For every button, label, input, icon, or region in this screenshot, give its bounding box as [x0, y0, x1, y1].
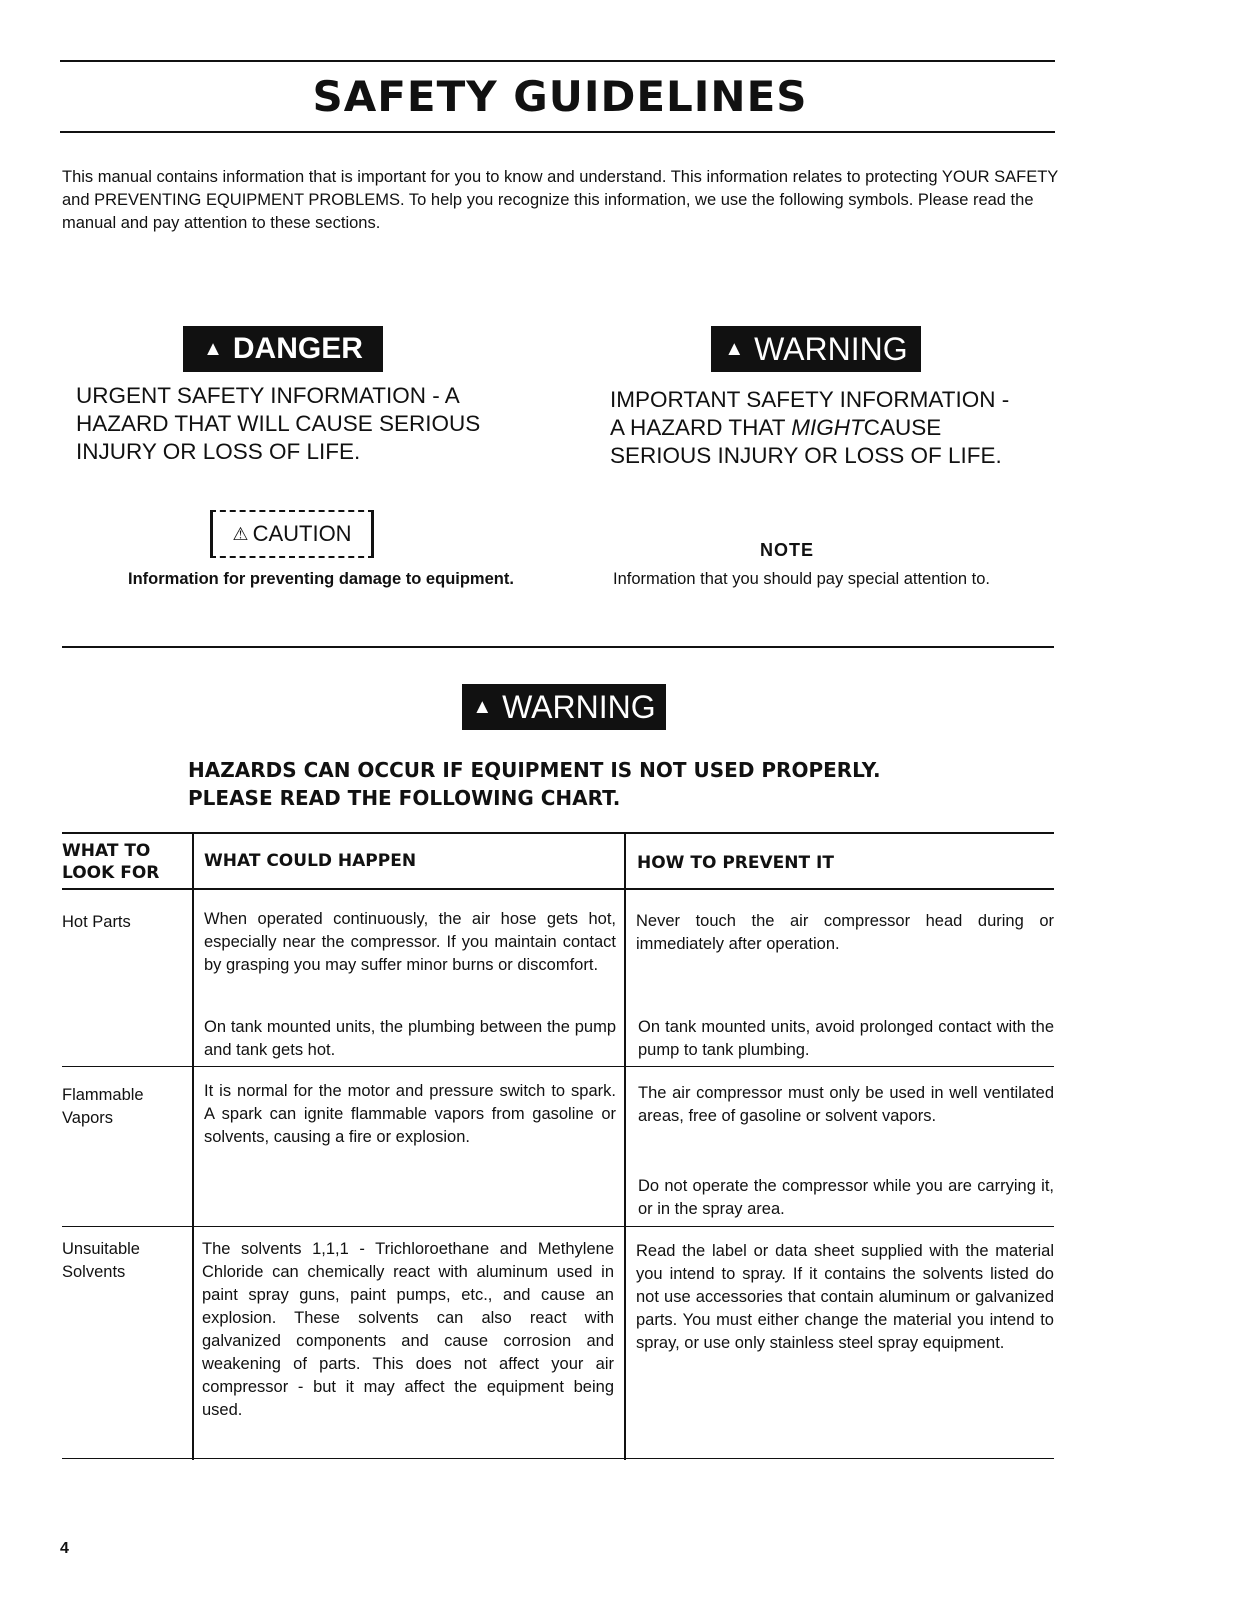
- table-bottom-rule: [62, 1458, 1054, 1459]
- title-top-rule: [60, 60, 1055, 62]
- table-cell: On tank mounted units, avoid prolonged contact with the pump to tank plumbing.: [638, 1018, 1054, 1059]
- table-cell: Do not operate the compressor while you are carrying it, or in the spray area.: [638, 1177, 1054, 1218]
- table-cell: On tank mounted units, the plumbing between the pump and tank gets hot.: [204, 1018, 616, 1059]
- hazard-warning-label: WARNING: [502, 688, 656, 725]
- row-label-unsuitable-solvents: Unsuitable Solvents: [62, 1240, 140, 1281]
- table-top-rule: [62, 832, 1054, 834]
- column-divider-1: [192, 832, 194, 1460]
- header-what-could-happen: WHAT COULD HAPPEN: [204, 851, 417, 871]
- column-divider-2: [624, 832, 626, 1460]
- danger-badge: [183, 326, 383, 372]
- caution-badge: [210, 510, 374, 558]
- row-label-hot-parts: Hot Parts: [62, 913, 131, 931]
- danger-label: DANGER: [232, 332, 363, 365]
- intro-paragraph: This manual contains information that is important for you to know and understand. This information relates to protecting YOUR SAFETY and PREVENTING EQUIPMENT PROBLEMS. To help you recognize this information, we use the following symbols. Please read the manual and pay attention to these sections.: [62, 168, 1058, 232]
- row-label-flammable-vapors: Flammable Vapors: [62, 1086, 144, 1127]
- header-what-to-look-for: WHAT TO LOOK FOR: [62, 841, 160, 883]
- row-divider: [62, 1066, 1054, 1067]
- table-cell: It is normal for the motor and pressure switch to spark. A spark can ignite flammable vapors from gasoline or solvents, causing a fire or explosion.: [204, 1082, 616, 1146]
- warning-badge: [711, 326, 921, 372]
- danger-line-1: URGENT SAFETY INFORMATION - A: [76, 383, 460, 408]
- header-bottom-rule: [62, 888, 1054, 890]
- caution-description: Information for preventing damage to equipment.: [128, 570, 514, 588]
- hazard-line-1: HAZARDS CAN OCCUR IF EQUIPMENT IS NOT USED PROPERLY.: [188, 758, 881, 782]
- hazard-warning-badge: [462, 684, 666, 730]
- warning-line-2: A HAZARD THAT MIGHTCAUSE: [610, 415, 942, 440]
- warning-triangle-icon: ▲: [724, 337, 745, 360]
- danger-description: [76, 382, 546, 466]
- warning-description: [610, 386, 1080, 470]
- table-cell: When operated continuously, the air hose gets hot, especially near the compressor. If you maintain contact by grasping you may suffer minor burns or discomfort.: [204, 910, 616, 974]
- warning-triangle-icon: ▲: [472, 695, 493, 718]
- section-divider: [62, 646, 1054, 648]
- page-number: 4: [60, 1540, 69, 1557]
- hazard-line-2: PLEASE READ THE FOLLOWING CHART.: [188, 786, 621, 810]
- page-title: SAFETY GUIDELINES: [312, 72, 808, 121]
- table-cell: The air compressor must only be used in well ventilated areas, free of gasoline or solvent vapors.: [638, 1084, 1054, 1125]
- caution-label: CAUTION: [252, 521, 352, 546]
- warning-triangle-icon: ▲: [203, 337, 223, 360]
- hazard-heading: [188, 756, 1088, 812]
- warning-line-3: SERIOUS INJURY OR LOSS OF LIFE.: [610, 443, 1002, 468]
- note-description: Information that you should pay special attention to.: [613, 570, 990, 588]
- header-how-to-prevent: HOW TO PREVENT IT: [637, 853, 834, 873]
- danger-line-2: HAZARD THAT WILL CAUSE SERIOUS: [76, 411, 481, 436]
- warning-label: WARNING: [754, 330, 908, 367]
- table-cell: The solvents 1,1,1 - Trichloroethane and Methylene Chloride can chemically react with aluminum used in paint spray guns, paint pumps, etc., and cause an explosion. These solvents can also react with galvanized components and cause corrosion and weakening of parts. This does not affect your air compressor - but it may affect the equipment being used.: [202, 1240, 614, 1419]
- warning-line-1: IMPORTANT SAFETY INFORMATION -: [610, 387, 1010, 412]
- row-divider: [62, 1226, 1054, 1227]
- title-bottom-rule: [60, 131, 1055, 133]
- warning-emphasis: MIGHT: [791, 415, 864, 440]
- danger-line-3: INJURY OR LOSS OF LIFE.: [76, 439, 361, 464]
- note-heading: NOTE: [760, 540, 815, 560]
- table-cell: Read the label or data sheet supplied with the material you intend to spray. If it contains the solvents listed do not use accessories that contain aluminum or galvanized parts. You must either change the material you intend to spray, or use only stainless steel spray equipment.: [636, 1242, 1054, 1352]
- table-cell: Never touch the air compressor head during or immediately after operation.: [636, 912, 1054, 953]
- caution-triangle-icon: ⚠: [232, 523, 249, 544]
